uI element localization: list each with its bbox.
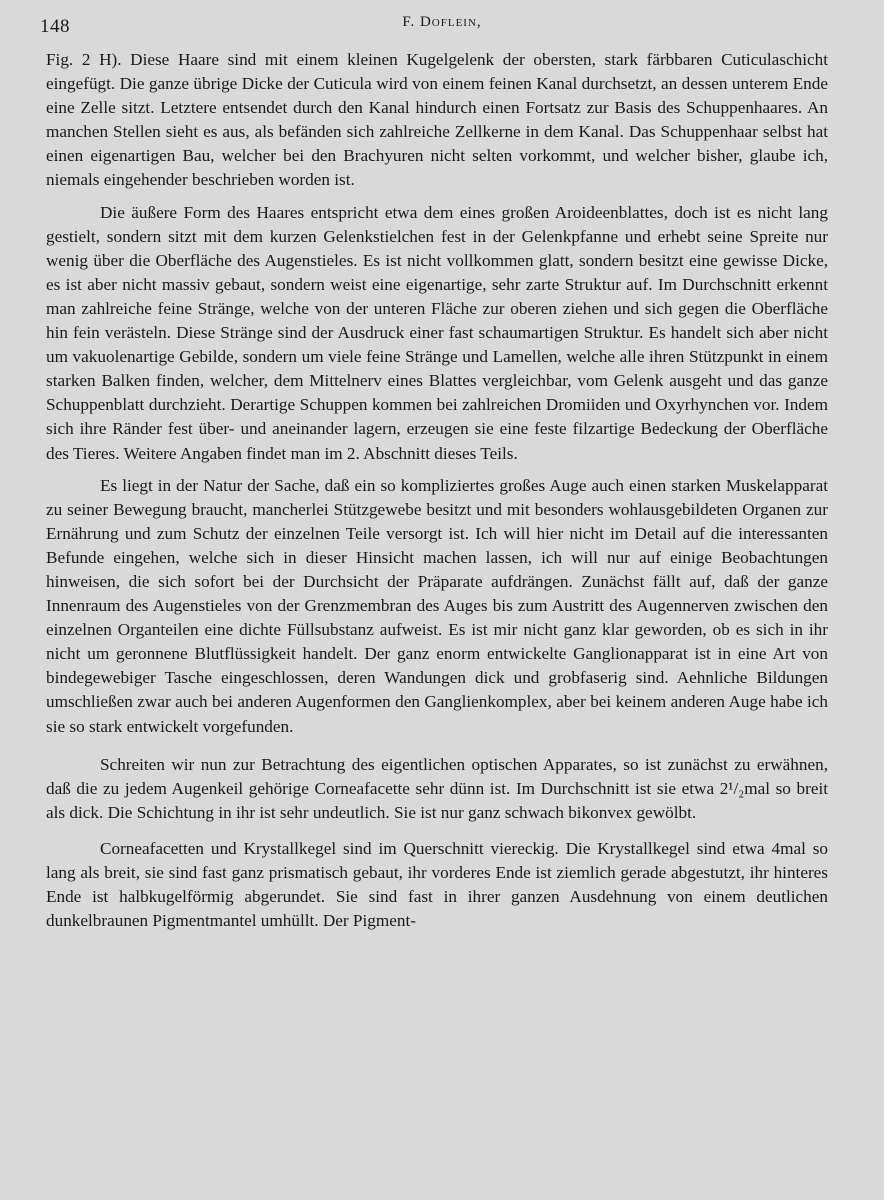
paragraph-5: Corneafacetten und Krystallkegel sind im Querschnitt viereckig. Die Krystallkegel sind etwa 4mal so lang als breit, sie sind fast ganz prismatisch gebaut, ihr vorderes Ende ist ziemlich gerade abgestutzt, ihr hinteres Ende ist halbkugelförmig abgerundet. Sie sind fast in ihrer ganzen Ausdehnung von einem deutlichen dunkelbraunen Pigmentmantel umhüllt. Der Pigment- <box>46 838 828 931</box>
body-text <box>46 48 828 941</box>
paragraph-2: Die äußere Form des Haares entspricht etwa dem eines großen Aroideenblattes, doch ist es nicht lang gestielt, sondern sitzt mit dem kurzen Gelenkstielchen fest in der Gelenkpfanne und erhebt seine Spreite nur wenig über die Oberfläche des Augenstieles. Es ist nicht vollkommen glatt, sondern besitzt eine gewisse Dicke, es ist aber nicht massiv gebaut, sondern weist eine eigenartige, sehr zarte Struktur auf. Im Durchschnitt erkennt man zahlreiche feine Stränge, welche von der unteren Fläche zur oberen ziehen und sich gegen die Oberfläche hin fein verästeln. Diese Stränge sind der Ausdruck einer fast schaumartigen Struktur. Es handelt sich aber nicht um vakuolenartige Gebilde, sondern um viele feine Stränge und Lamellen, welche alle ihren Stützpunkt in einem starken Balken finden, welcher, dem Mittelnerv eines Blattes vergleichbar, vom Gelenk ausgeht und das ganze Schuppenblatt durchzieht. Derartige Schuppen kommen bei zahlreichen Dromiiden und Oxyrhynchen vor. Indem sich ihre Ränder fest über- und aneinander lagern, erzeugen sie eine feste filzartige Bedeckung der Oberfläche des Tieres. Weitere Angaben findet man im 2. Abschnitt dieses Teils. <box>46 202 828 463</box>
running-head: F. Doflein, <box>402 14 482 30</box>
paragraph-3: Es liegt in der Natur der Sache, daß ein so kompliziertes großes Auge auch einen starken Muskelapparat zu seiner Bewegung braucht, mancherlei Stützgewebe besitzt und mit besonders wohlausgebildeten Organen zur Ernährung und zum Schutz der einzelnen Teile versorgt ist. Ich will hier nicht im Detail auf die interessanten Befunde eingehen, welche sich in dieser Hinsicht machen lassen, ich will nur auf einige Beobachtungen hinweisen, die sich sofort bei der Durchsicht der Präparate aufdrängen. Zunächst fällt auf, daß der ganze Innenraum des Augenstieles von der Grenzmembran des Auges bis zum Austritt des Augennerven zwischen den einzelnen Organteilen eine dichte Füllsubstanz aufweist. Es ist mir nicht ganz klar geworden, ob es sich in ihr nicht um geronnene Blutflüssigkeit handelt. Der ganz enorm entwickelte Ganglionapparat ist in eine Art von bindegewebiger Tasche eingeschlossen, deren Wandungen dick und grobfaserig sind. Aehnliche Bildungen umschließen zwar auch bei anderen Augenformen den Ganglienkomplex, aber bei keinem anderen Auge habe ich sie so stark entwickelt vorgefunden. <box>46 475 828 736</box>
page-number: 148 <box>40 16 70 37</box>
page-header <box>40 12 844 40</box>
paragraph-4: Schreiten wir nun zur Betrachtung des eigentlichen optischen Apparates, so ist zunächst zu erwähnen, daß die zu jedem Augenkeil gehörige Corneafacette sehr dünn ist. Im Durchschnitt ist sie etwa 2¹/₂mal so breit als dick. Die Schichtung in ihr ist sehr undeutlich. Sie ist nur ganz schwach bikonvex gewölbt. <box>46 754 828 822</box>
paragraph-1: Fig. 2 H). Diese Haare sind mit einem kleinen Kugelgelenk der obersten, stark färbbaren Cuticulaschicht eingefügt. Die ganze übrige Dicke der Cuticula wird von einem feinen Kanal durchsetzt, an dessen unterem Ende eine Zelle sitzt. Letztere entsendet durch den Kanal hindurch einen Fortsatz zur Basis des Schuppenhaares. An manchen Stellen sieht es aus, als befänden sich zahlreiche Zellkerne in dem Kanal. Das Schuppenhaar selbst hat einen eigenartigen Bau, welcher bei den Brachyuren nicht selten vorkommt, und welcher bisher, glaube ich, niemals eingehender beschrieben worden ist. <box>46 50 828 190</box>
